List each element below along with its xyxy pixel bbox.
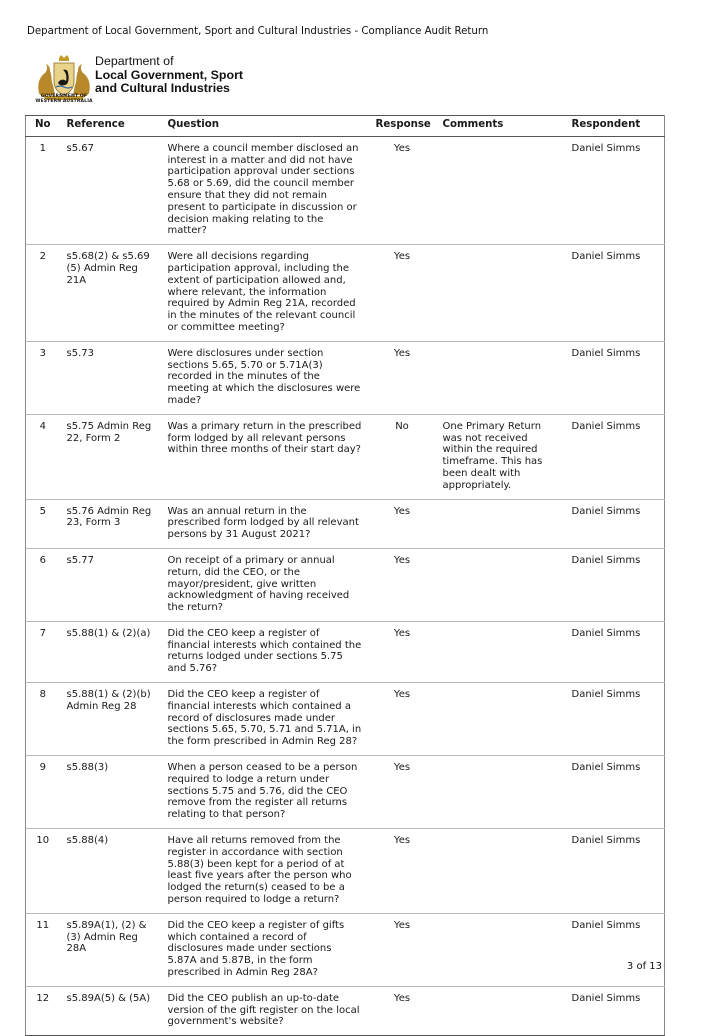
row-question: Were disclosures under section sections 5.65, 5.70 or 5.71A(3) recorded in the minutes of the meeting at which the disclosures were made? xyxy=(161,341,369,414)
row-question: Have all returns removed from the register in accordance with section 5.88(3) been kept for a period of at least five years after the person who lodged the return(s) ceased to be a person required to lodge a return? xyxy=(161,829,369,914)
row-reference: s5.89A(5) & (5A) xyxy=(60,986,161,1035)
row-respondent: Daniel Simms xyxy=(565,245,665,342)
row-respondent: Daniel Simms xyxy=(565,548,665,621)
table-row xyxy=(26,341,665,414)
row-no: 6 xyxy=(26,548,60,621)
row-respondent: Daniel Simms xyxy=(565,829,665,914)
row-no: 4 xyxy=(26,414,60,499)
document-title: Department of Local Government, Sport and Cultural Industries - Compliance Audit Return xyxy=(27,26,489,37)
row-question: Did the CEO keep a register of financial interests which contained a record of disclosures made under sections 5.65, 5.70, 5.71 and 5.71A, in the form prescribed in Admin Reg 28? xyxy=(161,683,369,756)
row-reference: s5.77 xyxy=(60,548,161,621)
row-question: Were all decisions regarding participation approval, including the extent of participation allowed and, where relevant, the information required by Admin Reg 21A, recorded in the minutes of the relevant council or committee meeting? xyxy=(161,245,369,342)
table-row xyxy=(26,756,665,829)
table-row xyxy=(26,499,665,548)
row-question: Did the CEO keep a register of financial interests which contained the returns lodged under sections 5.75 and 5.76? xyxy=(161,621,369,682)
table-row xyxy=(26,245,665,342)
row-respondent: Daniel Simms xyxy=(565,913,665,986)
row-reference: s5.88(1) & (2)(b) Admin Reg 28 xyxy=(60,683,161,756)
table-row xyxy=(26,136,665,244)
column-header-comments: Comments xyxy=(436,116,565,137)
row-reference: s5.73 xyxy=(60,341,161,414)
row-reference: s5.88(3) xyxy=(60,756,161,829)
row-comments xyxy=(436,499,565,548)
row-no: 9 xyxy=(26,756,60,829)
row-question: Was a primary return in the prescribed form lodged by all relevant persons within three months of their start day? xyxy=(161,414,369,499)
row-respondent: Daniel Simms xyxy=(565,341,665,414)
row-no: 7 xyxy=(26,621,60,682)
row-comments xyxy=(436,341,565,414)
row-response: Yes xyxy=(369,913,436,986)
row-comments xyxy=(436,621,565,682)
row-comments: One Primary Return was not received within the required timeframe. This has been dealt with appropriately. xyxy=(436,414,565,499)
row-question: Was an annual return in the prescribed form lodged by all relevant persons by 31 August 2021? xyxy=(161,499,369,548)
page-number: 3 of 13 xyxy=(626,961,662,972)
column-header-question: Question xyxy=(161,116,369,137)
row-reference: s5.88(1) & (2)(a) xyxy=(60,621,161,682)
row-comments xyxy=(436,136,565,244)
row-question: When a person ceased to be a person required to lodge a return under sections 5.75 and 5.76, did the CEO remove from the register all returns relating to that person? xyxy=(161,756,369,829)
row-no: 2 xyxy=(26,245,60,342)
row-comments xyxy=(436,913,565,986)
row-reference: s5.88(4) xyxy=(60,829,161,914)
table-row xyxy=(26,986,665,1035)
row-reference: s5.75 Admin Reg 22, Form 2 xyxy=(60,414,161,499)
row-respondent: Daniel Simms xyxy=(565,756,665,829)
department-line-2: Local Government, Sport xyxy=(95,67,244,82)
row-response: No xyxy=(369,414,436,499)
table-header-row xyxy=(26,116,665,137)
row-response: Yes xyxy=(369,499,436,548)
logo-caption xyxy=(33,94,95,105)
row-response: Yes xyxy=(369,548,436,621)
row-no: 8 xyxy=(26,683,60,756)
table-row xyxy=(26,621,665,682)
compliance-audit-table xyxy=(25,115,665,1036)
column-header-response: Response xyxy=(369,116,436,137)
department-name xyxy=(95,55,243,96)
row-question: Did the CEO keep a register of gifts which contained a record of disclosures made under sections 5.87A and 5.87B, in the form prescribed in Admin Reg 28A? xyxy=(161,913,369,986)
row-reference: s5.89A(1), (2) & (3) Admin Reg 28A xyxy=(60,913,161,986)
row-question: Did the CEO publish an up-to-date version of the gift register on the local government's website? xyxy=(161,986,369,1035)
table-row xyxy=(26,683,665,756)
row-respondent: Daniel Simms xyxy=(565,414,665,499)
row-question: Where a council member disclosed an interest in a matter and did not have participation approval under sections 5.68 or 5.69, did the council member ensure that they did not remain present to participate in discussion or decision making relating to the matter? xyxy=(161,136,369,244)
row-comments xyxy=(436,245,565,342)
table-row xyxy=(26,829,665,914)
row-comments xyxy=(436,548,565,621)
table-row xyxy=(26,913,665,986)
row-no: 12 xyxy=(26,986,60,1035)
row-respondent: Daniel Simms xyxy=(565,499,665,548)
row-comments xyxy=(436,756,565,829)
row-respondent: Daniel Simms xyxy=(565,136,665,244)
department-line-3: and Cultural Industries xyxy=(95,81,230,95)
row-no: 3 xyxy=(26,341,60,414)
row-response: Yes xyxy=(369,341,436,414)
row-reference: s5.67 xyxy=(60,136,161,244)
table-row xyxy=(26,414,665,499)
row-response: Yes xyxy=(369,986,436,1035)
row-no: 11 xyxy=(26,913,60,986)
column-header-no: No xyxy=(26,116,60,137)
row-response: Yes xyxy=(369,136,436,244)
row-comments xyxy=(436,829,565,914)
row-respondent: Daniel Simms xyxy=(565,683,665,756)
logo-caption-line-2: WESTERN AUSTRALIA xyxy=(35,99,93,105)
row-response: Yes xyxy=(369,683,436,756)
row-comments xyxy=(436,986,565,1035)
row-response: Yes xyxy=(369,829,436,914)
row-comments xyxy=(436,683,565,756)
row-respondent: Daniel Simms xyxy=(565,621,665,682)
department-line-1: Department of xyxy=(95,54,174,68)
table-row xyxy=(26,548,665,621)
column-header-respondent: Respondent xyxy=(565,116,665,137)
row-no: 1 xyxy=(26,136,60,244)
row-response: Yes xyxy=(369,245,436,342)
row-question: On receipt of a primary or annual return, did the CEO, or the mayor/president, give written acknowledgment of having received the return? xyxy=(161,548,369,621)
row-no: 10 xyxy=(26,829,60,914)
logo-caption-line-1: GOVERNMENT OF xyxy=(40,94,88,99)
row-response: Yes xyxy=(369,621,436,682)
row-response: Yes xyxy=(369,756,436,829)
row-respondent: Daniel Simms xyxy=(565,986,665,1035)
row-reference: s5.76 Admin Reg 23, Form 3 xyxy=(60,499,161,548)
row-reference: s5.68(2) & s5.69 (5) Admin Reg 21A xyxy=(60,245,161,342)
column-header-reference: Reference xyxy=(60,116,161,137)
row-no: 5 xyxy=(26,499,60,548)
